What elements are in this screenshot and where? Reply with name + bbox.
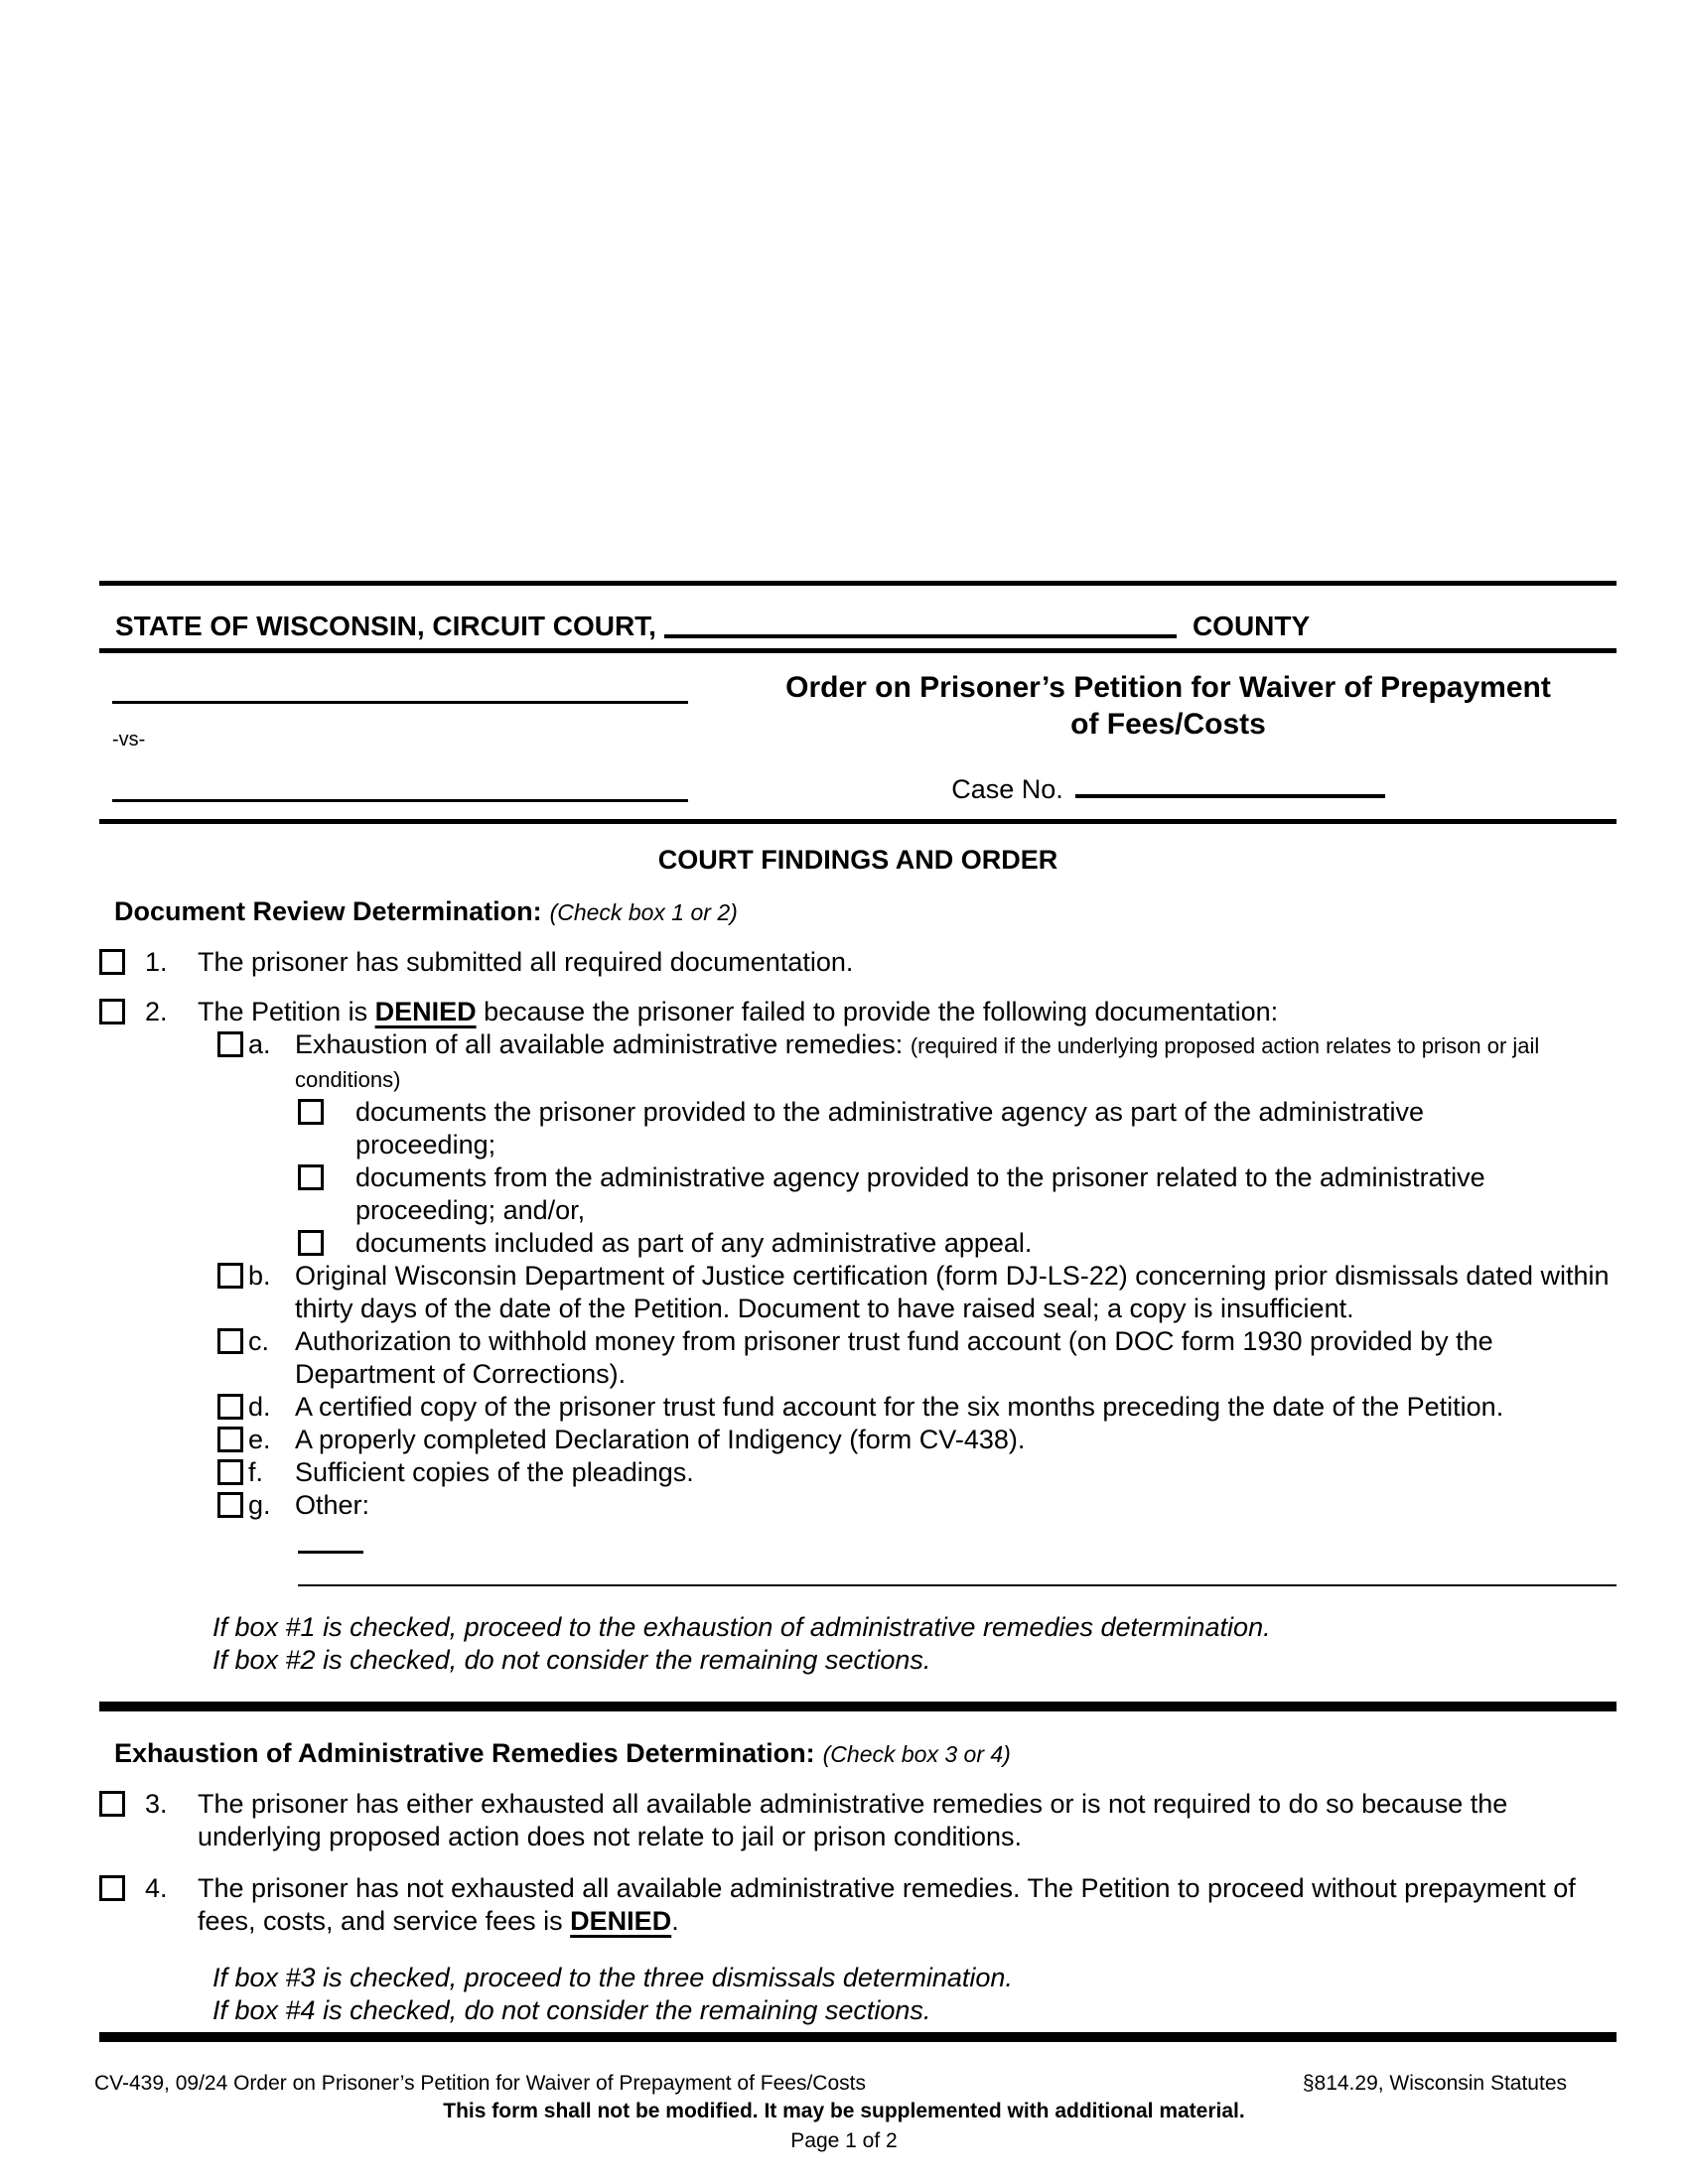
case-number-line[interactable] <box>1075 768 1385 798</box>
item-2a-note: (required if the underlying proposed action relates to prison or jail conditions) <box>295 1033 1540 1092</box>
item-2d-letter: d. <box>248 1392 271 1422</box>
item-2g-letter: g. <box>248 1490 271 1520</box>
item-2c <box>99 1325 1617 1391</box>
guidance-box4: If box #4 is checked, do not consider the remaining sections. <box>212 1995 931 2025</box>
form-content <box>99 581 1617 2042</box>
checkbox-1[interactable] <box>99 949 125 975</box>
checkbox-2a[interactable] <box>217 1031 243 1057</box>
findings-heading: COURT FINDINGS AND ORDER <box>657 845 1058 875</box>
item-1 <box>99 946 1617 979</box>
item-2a-text-main: Exhaustion of all available administrative remedies: <box>295 1029 911 1059</box>
section1-instruction: (Check box 1 or 2) <box>549 899 738 925</box>
footer-statute: §814.29, Wisconsin Statutes <box>1302 2072 1567 2095</box>
item-4-text <box>198 1872 1602 1938</box>
case-caption <box>99 653 1617 819</box>
checkbox-3[interactable] <box>99 1791 125 1817</box>
form-title-line2: of Fees/Costs <box>1070 708 1266 741</box>
item-2 <box>99 996 1617 1028</box>
item-2f <box>99 1456 1617 1489</box>
item-2b <box>99 1260 1617 1325</box>
item-2-number: 2. <box>145 997 168 1026</box>
court-header-row <box>99 586 1617 648</box>
footer-row <box>94 2071 1594 2097</box>
section2-header <box>99 1737 1617 1771</box>
checkbox-2g[interactable] <box>217 1492 243 1518</box>
item-2e-letter: e. <box>248 1425 271 1454</box>
item-2g-text: Other: <box>295 1490 370 1520</box>
vs-label: -vs- <box>112 729 146 751</box>
form-title <box>720 669 1617 743</box>
item-2d-text: A certified copy of the prisoner trust fund account for the six months preceding the date of the Petition. <box>295 1392 1504 1422</box>
item-1-text: The prisoner has submitted all required documentation. <box>198 947 854 977</box>
page-footer <box>94 2071 1594 2154</box>
footer-form-id: CV-439, 09/24 Order on Prisoner’s Petition for Waiver of Prepayment of Fees/Costs <box>94 2072 866 2095</box>
item-2b-text: Original Wisconsin Department of Justice certification (form DJ-LS-22) concerning prior dismissals dated within thirty days of the date of the Petition. Document to have raised seal; a copy is insufficient. <box>295 1261 1610 1323</box>
section1-title: Document Review Determination: <box>114 896 542 926</box>
section1-header <box>99 895 1617 929</box>
section2-title: Exhaustion of Administrative Remedies Determination: <box>114 1738 815 1768</box>
other-fill-line-short[interactable] <box>298 1551 363 1554</box>
checkbox-2b[interactable] <box>217 1263 243 1289</box>
item-2c-text: Authorization to withhold money from prisoner trust fund account (on DOC form 1930 provided by the Department of Corrections). <box>295 1326 1493 1389</box>
other-fill-line-long[interactable] <box>298 1584 1617 1586</box>
checkbox-4[interactable] <box>99 1875 125 1901</box>
checkbox-2f[interactable] <box>217 1459 243 1485</box>
caption-parties <box>99 653 690 819</box>
item-2a-doc-3-text: documents included as part of any administrative appeal. <box>355 1228 1033 1258</box>
denied-label-2: DENIED <box>570 1906 672 1936</box>
denied-label-1: DENIED <box>374 997 477 1026</box>
item-2e <box>99 1424 1617 1456</box>
caption-title-area <box>690 653 1617 819</box>
item-2f-text: Sufficient copies of the pleadings. <box>295 1457 694 1487</box>
checkbox-2[interactable] <box>99 999 125 1024</box>
guidance-box1: If box #1 is checked, proceed to the exhaustion of administrative remedies determination. <box>212 1612 1271 1642</box>
checkbox-2c[interactable] <box>217 1328 243 1354</box>
section-divider-2 <box>99 2032 1617 2042</box>
form-title-line1: Order on Prisoner’s Petition for Waiver of Prepayment <box>785 671 1551 704</box>
item-2a-doc-1 <box>99 1096 1617 1161</box>
checkbox-2d[interactable] <box>217 1394 243 1420</box>
county-label: COUNTY <box>1192 611 1311 641</box>
item-3 <box>99 1788 1617 1853</box>
item-2c-letter: c. <box>248 1326 270 1356</box>
item-2-text-pre: The Petition is <box>198 997 375 1026</box>
item-2a-doc-1-text: documents the prisoner provided to the administrative agency as part of the administrative proceeding; <box>355 1097 1425 1160</box>
item-2b-letter: b. <box>248 1261 271 1291</box>
item-4-number: 4. <box>145 1873 168 1903</box>
footer-notice: This form shall not be modified. It may be supplemented with additional material. <box>443 2100 1245 2122</box>
case-no-label: Case No. <box>951 774 1063 804</box>
item-2a <box>99 1028 1617 1096</box>
case-number-row <box>720 768 1617 806</box>
item-2-text <box>198 996 1602 1028</box>
petitioner-name-line[interactable] <box>112 701 688 704</box>
item-1-number: 1. <box>145 947 168 977</box>
item-2-text-post: because the prisoner failed to provide the following documentation: <box>476 997 1279 1026</box>
section2-instruction: (Check box 3 or 4) <box>822 1741 1011 1767</box>
caption-bottom-rule <box>99 819 1617 824</box>
item-4-text-pre: The prisoner has not exhausted all available administrative remedies. The Petition to proceed without prepayment of fees, costs, and service fees is <box>198 1873 1576 1936</box>
item-2a-letter: a. <box>248 1029 271 1059</box>
item-4 <box>99 1872 1617 1938</box>
item-2g <box>99 1489 1617 1522</box>
guidance-box3: If box #3 is checked, proceed to the three dismissals determination. <box>212 1963 1013 1992</box>
item-2a-doc-2-text: documents from the administrative agency provided to the prisoner related to the administrative proceeding; and/or, <box>355 1162 1485 1225</box>
guidance-box2: If box #2 is checked, do not consider the remaining sections. <box>212 1645 931 1675</box>
item-2a-doc-2 <box>99 1161 1617 1227</box>
respondent-name-line[interactable] <box>112 799 688 802</box>
section-divider-1 <box>99 1702 1617 1711</box>
footer-page-number: Page 1 of 2 <box>790 2129 898 2152</box>
item-2e-text: A properly completed Declaration of Indigency (form CV-438). <box>295 1425 1026 1454</box>
state-court-label: STATE OF WISCONSIN, CIRCUIT COURT, <box>115 611 656 641</box>
section2-guidance <box>212 1962 1617 2027</box>
section1-guidance <box>212 1611 1617 1677</box>
item-3-number: 3. <box>145 1789 168 1819</box>
county-field-line[interactable] <box>664 634 1177 638</box>
item-2f-letter: f. <box>248 1457 264 1487</box>
item-4-text-post: . <box>671 1906 679 1936</box>
checkbox-2a-doc-1[interactable] <box>298 1099 324 1125</box>
checkbox-2a-doc-3[interactable] <box>298 1230 324 1256</box>
checkbox-2a-doc-2[interactable] <box>298 1164 324 1190</box>
item-2a-doc-3 <box>99 1227 1617 1260</box>
item-2a-text <box>295 1028 1617 1096</box>
item-2d <box>99 1391 1617 1424</box>
item-3-text: The prisoner has either exhausted all available administrative remedies or is not required to do so because the underlying proposed action does not relate to jail or prison conditions. <box>198 1789 1508 1851</box>
checkbox-2e[interactable] <box>217 1427 243 1452</box>
